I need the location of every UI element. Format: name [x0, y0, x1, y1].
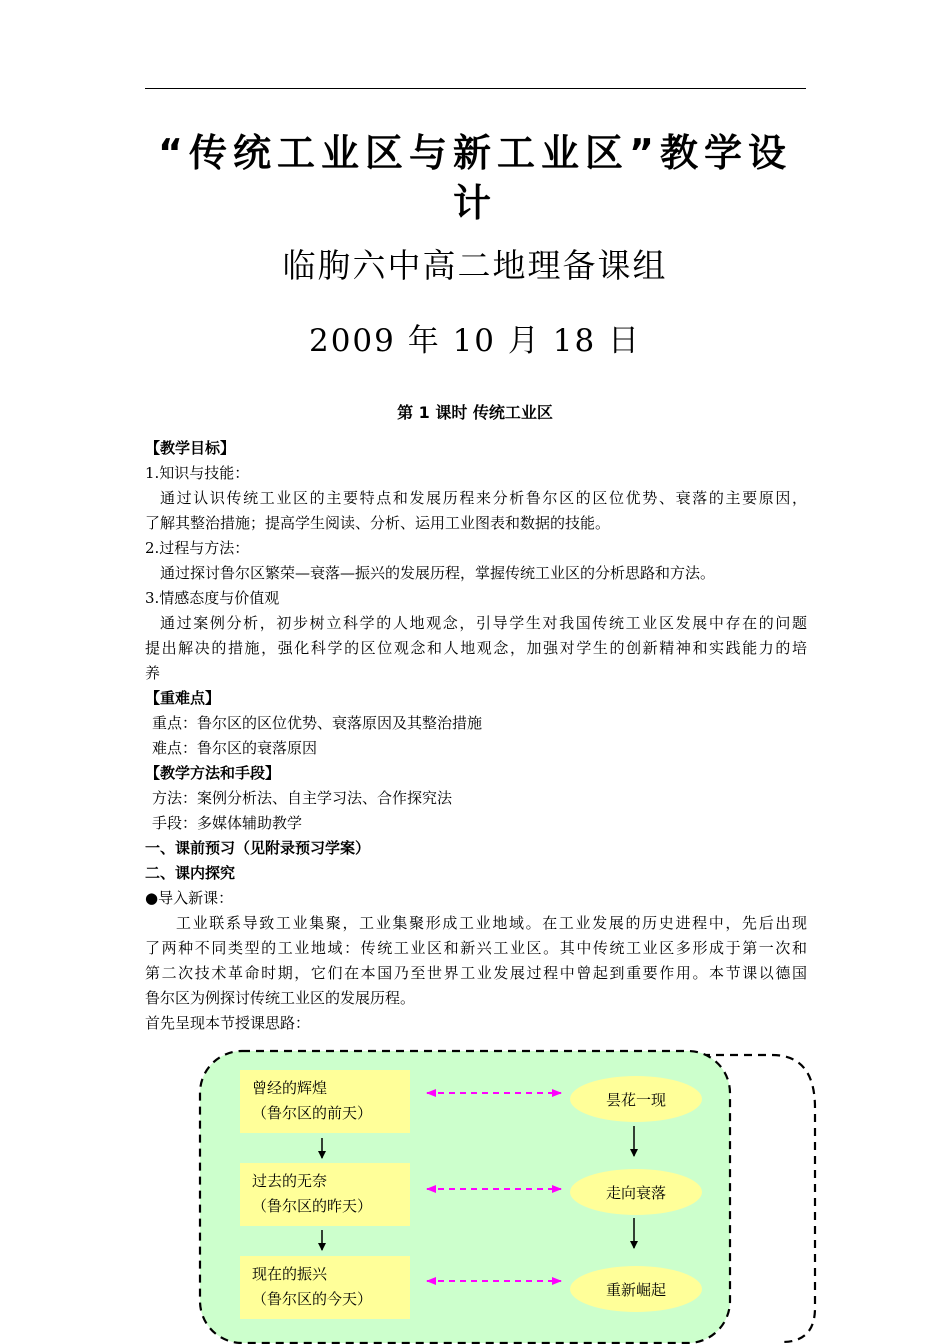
lesson-flowchart [197, 1048, 817, 1344]
result-oval-rise: 重新崛起 [570, 1266, 702, 1312]
stage-box-past-helpless [240, 1163, 410, 1226]
intro-label: ●导入新课： [145, 889, 234, 907]
header-rule [145, 88, 806, 89]
title-line-2: 计 [452, 181, 497, 225]
part-one-heading: 一、课前预习（见附录预习学案） [145, 839, 371, 857]
stage-subtitle: （鲁尔区的昨天） [252, 1197, 373, 1215]
emotion-label: 3.情感态度与价值观 [145, 589, 280, 607]
method-text: 方法：案例分析法、自主学习法、合作探究法 [152, 789, 453, 807]
result-oval-flash: 昙花一现 [570, 1076, 702, 1122]
difficult-point: 难点：鲁尔区的衰落原因 [152, 739, 318, 757]
stage-title: 曾经的辉煌 [252, 1079, 328, 1097]
key-point: 重点：鲁尔区的区位优势、衰落原因及其整治措施 [152, 714, 483, 732]
emotion-text-3: 养 [145, 664, 161, 682]
result-oval-decline: 走向衰落 [570, 1169, 702, 1215]
process-label: 2.过程与方法： [145, 539, 250, 557]
stage-subtitle: （鲁尔区的前天） [252, 1104, 373, 1122]
knowledge-text-1: 通过认识传统工业区的主要特点和发展历程来分析鲁尔区的区位优势、衰落的主要原因， [160, 489, 807, 507]
intro-text-5: 首先呈现本节授课思路： [145, 1014, 311, 1032]
stage-box-present-revival [240, 1256, 410, 1319]
goals-heading: 【教学目标】 [145, 439, 236, 457]
intro-text-4: 鲁尔区为例探讨传统工业区的发展历程。 [145, 989, 416, 1007]
document-title [150, 128, 800, 228]
emotion-text-1: 通过案例分析，初步树立科学的人地观念，引导学生对我国传统工业区发展中存在的问题 [160, 614, 807, 632]
document-date: 2009 年 10 月 18 日 [308, 323, 642, 359]
intro-text-3: 第二次技术革命时期，它们在本国乃至世界工业发展过程中曾起到重要作用。本节课以德国 [145, 964, 807, 982]
intro-text-2: 了两种不同类型的工业地域：传统工业区和新兴工业区。其中传统工业区多形成于第一次和 [145, 939, 807, 957]
intro-text-1: 工业联系导致工业集聚，工业集聚形成工业地域。在工业发展的历史进程中，先后出现 [176, 914, 807, 932]
stage-title: 现在的振兴 [252, 1265, 328, 1283]
lesson-heading: 第 1 课时 传统工业区 [397, 403, 553, 422]
emotion-text-2: 提出解决的措施，强化科学的区位观念和人地观念，加强对学生的创新精神和实践能力的培 [145, 639, 807, 657]
method-heading: 【教学方法和手段】 [145, 764, 281, 782]
stage-title: 过去的无奈 [252, 1172, 328, 1190]
knowledge-text-2: 了解其整治措施；提高学生阅读、分析、运用工业图表和数据的技能。 [145, 514, 611, 532]
knowledge-label: 1.知识与技能： [145, 464, 250, 482]
author-group: 临朐六中高二地理备课组 [282, 246, 668, 285]
means-text: 手段：多媒体辅助教学 [152, 814, 303, 832]
title-line-1: “传统工业区与新工业区”教学设 [158, 131, 792, 175]
key-heading: 【重难点】 [145, 689, 221, 707]
part-two-heading: 二、课内探究 [145, 864, 236, 882]
process-text: 通过探讨鲁尔区繁荣—衰落—振兴的发展历程，掌握传统工业区的分析思路和方法。 [160, 564, 716, 582]
stage-box-past-glory [240, 1070, 410, 1133]
stage-subtitle: （鲁尔区的今天） [252, 1290, 373, 1308]
